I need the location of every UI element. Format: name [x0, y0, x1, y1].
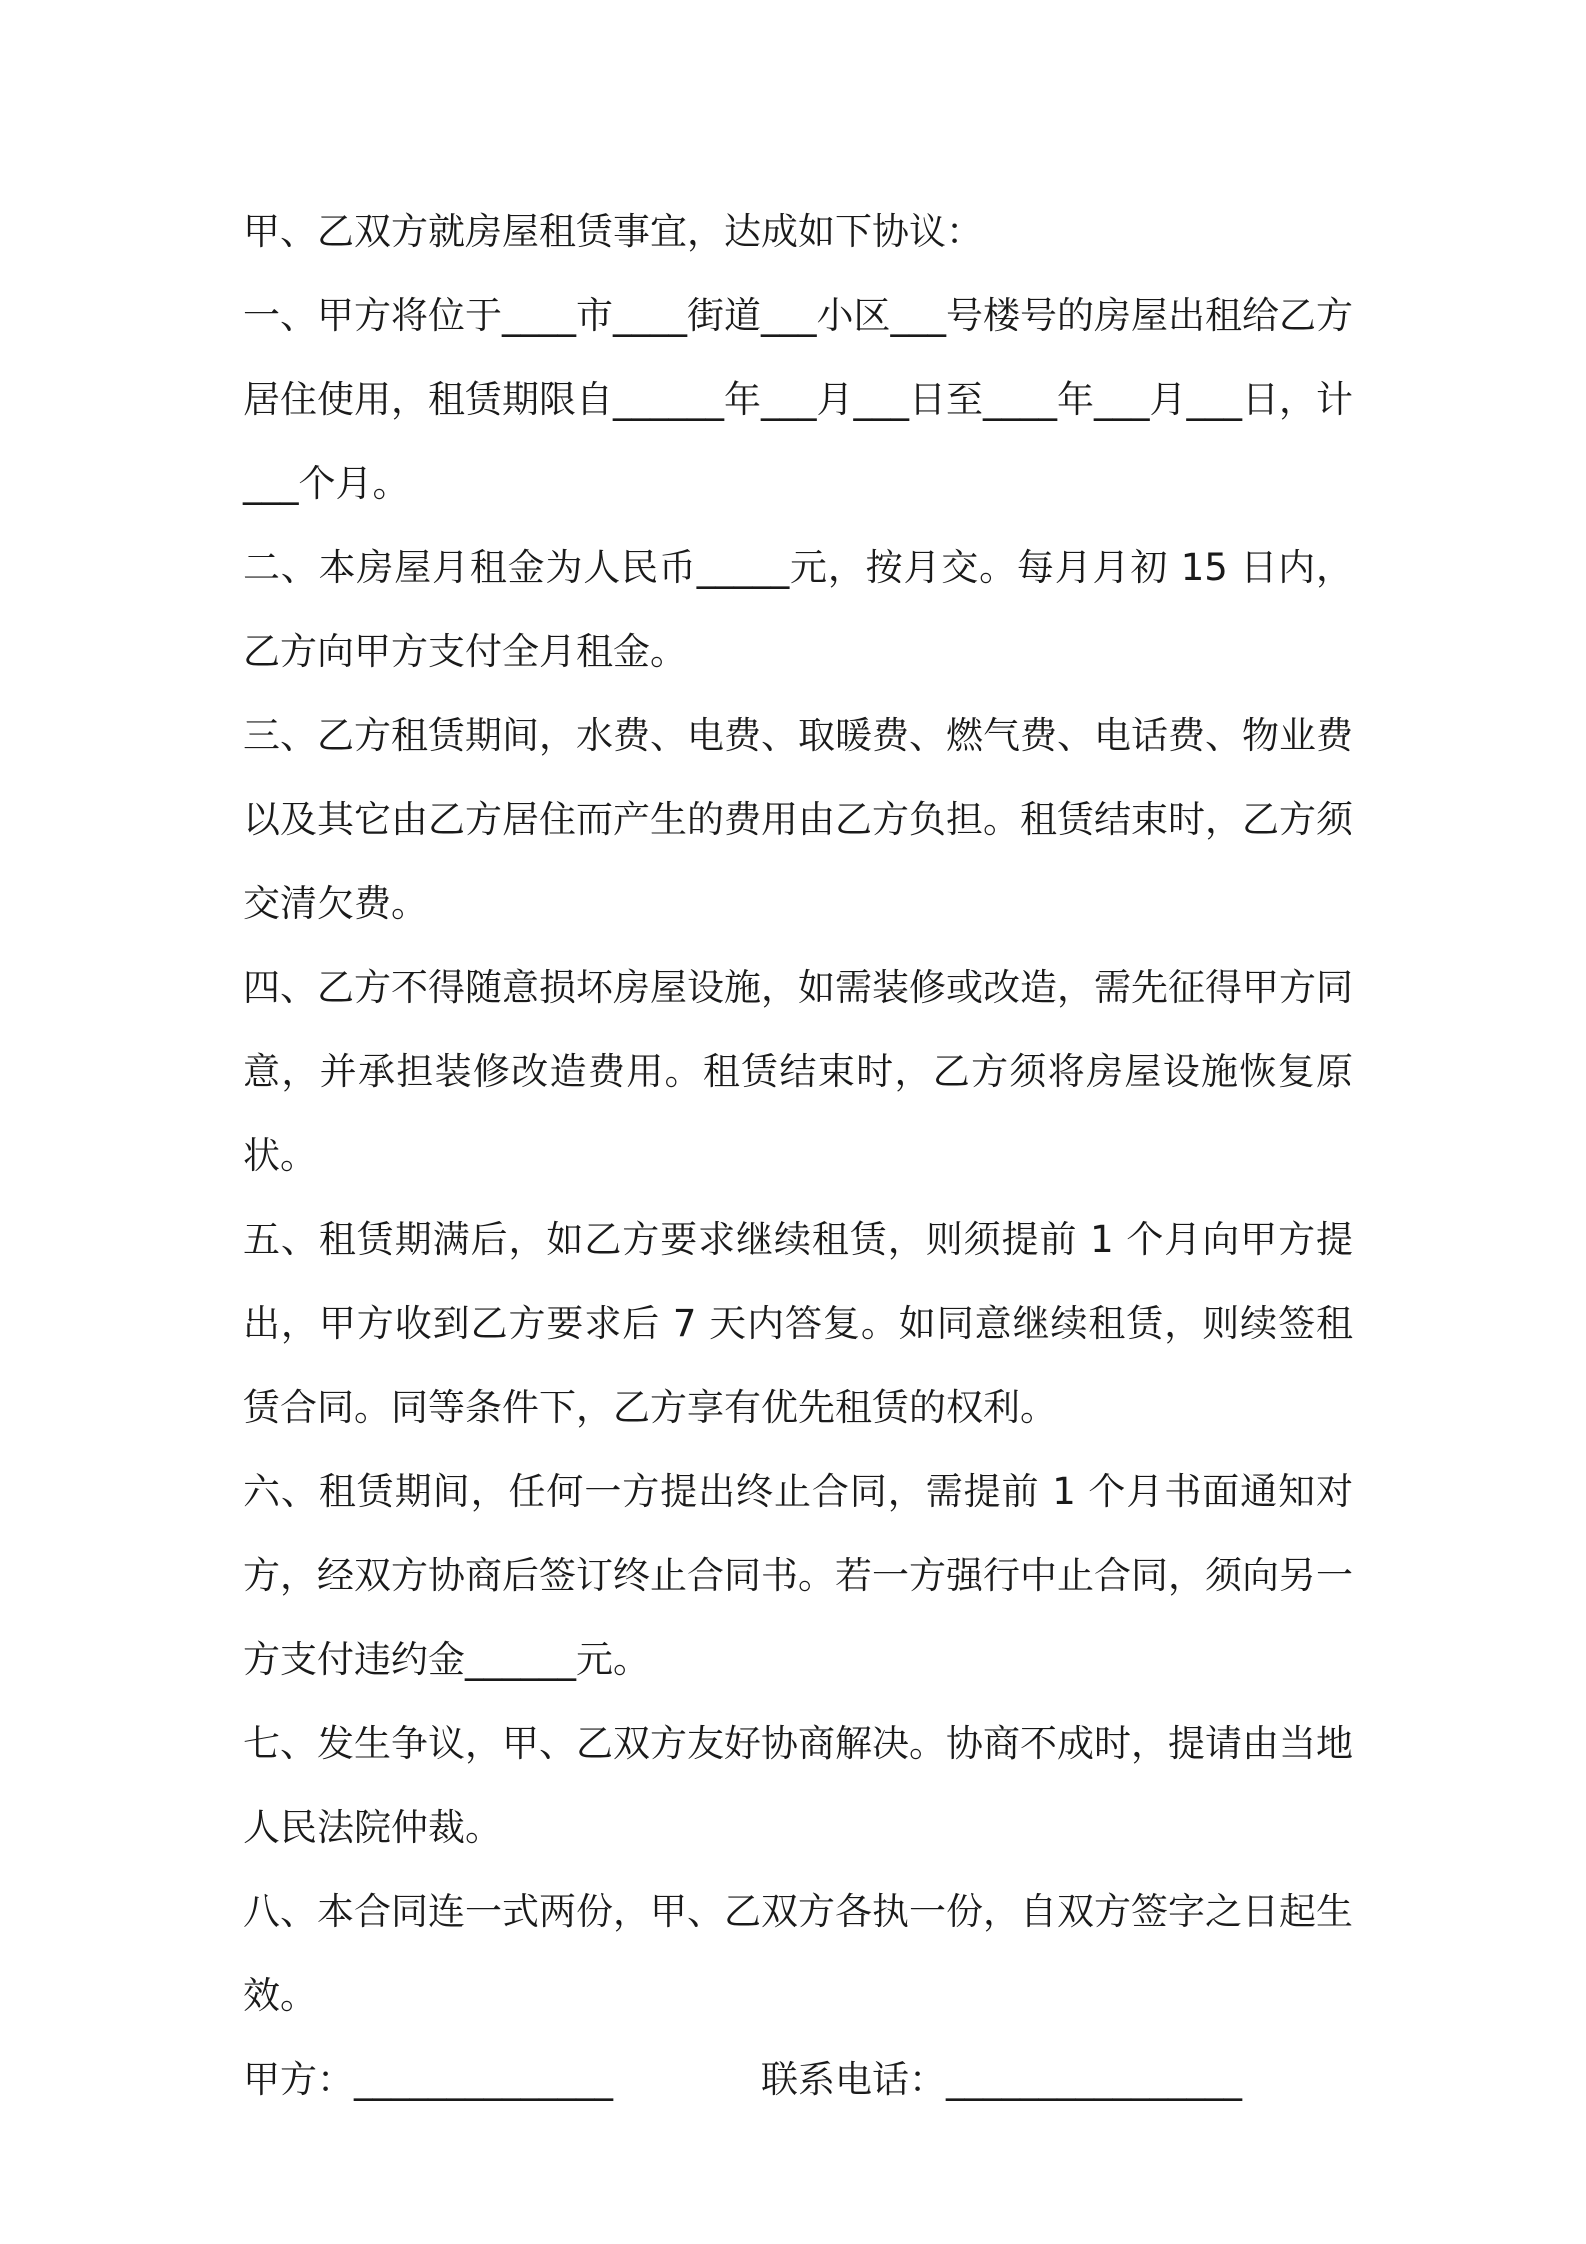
- contact-phone-line: 联系电话：________________: [761, 2058, 1242, 2101]
- clause-2: 二、本房屋月租金为人民币_____元，按月交。每月月初 15 日内，乙方向甲方支付全月租金。: [243, 546, 1353, 673]
- clause-5: 五、租赁期满后，如乙方要求继续租赁，则须提前 1 个月向甲方提出，甲方收到乙方要求后 7 天内答复。如同意继续租赁，则续签租赁合同。同等条件下，乙方享有优先租赁的权利。: [243, 1218, 1353, 1429]
- signature-row: [243, 2038, 1353, 2122]
- contract-page: [243, 190, 1353, 2122]
- clause-6: 六、租赁期间，任何一方提出终止合同，需提前 1 个月书面通知对方，经双方协商后签订终止合同书。若一方强行中止合同，须向另一方支付违约金______元。: [243, 1470, 1353, 1681]
- clause-7: 七、发生争议，甲、乙双方友好协商解决。协商不成时，提请由当地人民法院仲裁。: [243, 1722, 1353, 1849]
- clause-1: 一、甲方将位于____市____街道___小区___号楼号的房屋出租给乙方居住使用，租赁期限自______年___月___日至____年___月___日，计___个月。: [243, 294, 1353, 505]
- clause-4: 四、乙方不得随意损坏房屋设施，如需装修或改造，需先征得甲方同意，并承担装修改造费用。租赁结束时，乙方须将房屋设施恢复原状。: [243, 966, 1353, 1177]
- clause-8: 八、本合同连一式两份，甲、乙双方各执一份，自双方签字之日起生效。: [243, 1890, 1353, 2017]
- party-a-signature-line: 甲方：______________: [243, 2058, 613, 2101]
- clause-3: 三、乙方租赁期间，水费、电费、取暖费、燃气费、电话费、物业费以及其它由乙方居住而产生的费用由乙方负担。租赁结束时，乙方须交清欠费。: [243, 714, 1353, 925]
- contract-intro: 甲、乙双方就房屋租赁事宜，达成如下协议：: [243, 210, 983, 253]
